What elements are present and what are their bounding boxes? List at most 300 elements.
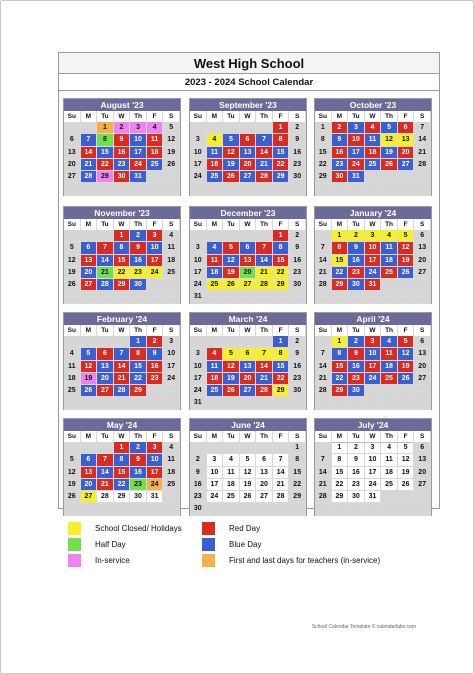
weekday-label: Tu: [97, 431, 114, 443]
day-cell: 25: [207, 171, 224, 183]
day-cell: 16: [289, 255, 306, 267]
empty-cell: [130, 503, 147, 515]
day-cell: 4: [381, 336, 398, 348]
empty-cell: [240, 336, 257, 348]
day-cell: 16: [348, 255, 365, 267]
empty-cell: [97, 183, 114, 195]
day-cell: 15: [315, 147, 332, 159]
empty-cell: [207, 336, 224, 348]
day-cell: 26: [223, 279, 240, 291]
day-cell: 16: [289, 361, 306, 373]
day-cell: 21: [256, 373, 273, 385]
day-cell: 1: [332, 230, 349, 242]
day-cell: 29: [332, 385, 349, 397]
day-cell: 31: [190, 291, 207, 303]
empty-cell: [273, 397, 290, 409]
weekday-label: M: [81, 219, 98, 231]
day-cell: 15: [273, 361, 290, 373]
month-11: [314, 418, 432, 516]
month-5: [314, 206, 432, 304]
day-cell: 4: [163, 442, 180, 454]
day-grid: [190, 230, 306, 304]
day-cell: 18: [163, 255, 180, 267]
weekday-header: [64, 219, 180, 230]
day-cell: 13: [81, 467, 98, 479]
day-cell: 20: [64, 159, 81, 171]
day-cell: 28: [97, 279, 114, 291]
day-cell: 10: [130, 134, 147, 146]
legend-item-in-service: [68, 554, 130, 567]
weekday-label: Tu: [348, 325, 365, 337]
empty-cell: [81, 183, 98, 195]
empty-cell: [207, 230, 224, 242]
day-cell: 4: [64, 348, 81, 360]
day-cell: 29: [273, 171, 290, 183]
empty-cell: [414, 291, 431, 303]
day-cell: 6: [240, 242, 257, 254]
day-cell: 10: [207, 467, 224, 479]
empty-cell: [289, 503, 306, 515]
empty-cell: [398, 397, 415, 409]
day-cell: 28: [315, 385, 332, 397]
weekday-label: S: [289, 431, 306, 443]
empty-cell: [97, 291, 114, 303]
day-cell: 28: [273, 491, 290, 503]
day-cell: 24: [147, 479, 164, 491]
day-cell: 23: [114, 159, 131, 171]
day-cell: 24: [365, 479, 382, 491]
day-cell: 6: [240, 134, 257, 146]
day-cell: 16: [147, 361, 164, 373]
empty-cell: [190, 442, 207, 454]
weekday-label: M: [81, 325, 98, 337]
empty-cell: [223, 230, 240, 242]
day-cell: 18: [223, 479, 240, 491]
day-cell: 2: [130, 230, 147, 242]
day-cell: 21: [315, 267, 332, 279]
day-cell: 17: [348, 147, 365, 159]
empty-cell: [414, 385, 431, 397]
day-cell: 8: [332, 242, 349, 254]
day-grid: [315, 230, 431, 304]
day-cell: 22: [273, 373, 290, 385]
day-cell: 16: [289, 147, 306, 159]
day-cell: 19: [223, 373, 240, 385]
day-cell: 30: [289, 171, 306, 183]
day-cell: 18: [381, 255, 398, 267]
empty-cell: [163, 491, 180, 503]
legend-item-red-day: [202, 522, 260, 535]
empty-cell: [365, 503, 382, 515]
weekday-label: Th: [381, 325, 398, 337]
empty-cell: [81, 397, 98, 409]
day-cell: 3: [190, 134, 207, 146]
day-cell: 30: [348, 279, 365, 291]
day-cell: 14: [273, 467, 290, 479]
day-cell: 14: [81, 147, 98, 159]
day-cell: 17: [147, 255, 164, 267]
day-cell: 31: [365, 279, 382, 291]
weekday-label: M: [207, 325, 224, 337]
empty-cell: [190, 336, 207, 348]
day-cell: 9: [130, 454, 147, 466]
day-cell: 20: [398, 147, 415, 159]
day-cell: 24: [190, 385, 207, 397]
day-grid: [315, 336, 431, 410]
day-cell: 3: [190, 242, 207, 254]
day-cell: 11: [381, 454, 398, 466]
day-cell: 31: [348, 171, 365, 183]
day-cell: 23: [289, 159, 306, 171]
day-cell: 26: [163, 159, 180, 171]
day-cell: 17: [365, 467, 382, 479]
empty-cell: [398, 291, 415, 303]
empty-cell: [147, 503, 164, 515]
day-cell: 25: [64, 385, 81, 397]
empty-cell: [147, 171, 164, 183]
weekday-label: W: [240, 325, 257, 337]
empty-cell: [240, 122, 257, 134]
empty-cell: [256, 442, 273, 454]
legend-item-blue-day: [202, 538, 261, 551]
empty-cell: [315, 183, 332, 195]
day-cell: 10: [348, 134, 365, 146]
empty-cell: [398, 491, 415, 503]
day-cell: 18: [381, 361, 398, 373]
empty-cell: [207, 397, 224, 409]
day-cell: 25: [147, 159, 164, 171]
empty-cell: [147, 279, 164, 291]
day-grid: [64, 336, 180, 410]
empty-cell: [207, 291, 224, 303]
empty-cell: [64, 183, 81, 195]
day-cell: 11: [365, 134, 382, 146]
day-cell: 17: [147, 467, 164, 479]
legend-swatch-green: [68, 538, 81, 551]
day-cell: 2: [130, 442, 147, 454]
day-cell: 21: [414, 147, 431, 159]
weekday-label: Su: [190, 325, 207, 337]
day-cell: 14: [256, 255, 273, 267]
day-cell: 9: [348, 454, 365, 466]
empty-cell: [64, 503, 81, 515]
empty-cell: [273, 442, 290, 454]
day-cell: 30: [114, 171, 131, 183]
month-8: [314, 312, 432, 410]
day-cell: 22: [289, 479, 306, 491]
day-cell: 25: [207, 385, 224, 397]
day-cell: 21: [114, 373, 131, 385]
weekday-label: W: [240, 219, 257, 231]
day-cell: 8: [114, 242, 131, 254]
empty-cell: [315, 503, 332, 515]
empty-cell: [163, 291, 180, 303]
empty-cell: [365, 291, 382, 303]
weekday-header: [190, 219, 306, 230]
empty-cell: [114, 336, 131, 348]
day-cell: 29: [114, 491, 131, 503]
day-cell: 3: [190, 348, 207, 360]
day-cell: 6: [240, 348, 257, 360]
day-cell: 19: [64, 479, 81, 491]
legend: [58, 518, 440, 578]
day-cell: 22: [315, 159, 332, 171]
day-cell: 10: [163, 348, 180, 360]
weekday-label: W: [365, 325, 382, 337]
day-cell: 12: [223, 147, 240, 159]
day-cell: 25: [381, 267, 398, 279]
day-cell: 29: [332, 491, 349, 503]
weekday-header: [315, 111, 431, 122]
day-cell: 24: [130, 159, 147, 171]
weekday-label: Tu: [348, 431, 365, 443]
day-cell: 3: [365, 336, 382, 348]
day-cell: 28: [256, 279, 273, 291]
month-header: June '24: [190, 419, 306, 431]
day-cell: 11: [207, 147, 224, 159]
day-cell: 6: [414, 336, 431, 348]
weekday-label: W: [114, 431, 131, 443]
empty-cell: [289, 183, 306, 195]
weekday-label: Th: [130, 111, 147, 123]
day-cell: 7: [256, 348, 273, 360]
day-cell: 4: [207, 242, 224, 254]
month-header: January '24: [315, 207, 431, 219]
day-cell: 3: [365, 230, 382, 242]
day-cell: 24: [163, 373, 180, 385]
day-cell: 19: [64, 267, 81, 279]
day-cell: 17: [130, 147, 147, 159]
day-cell: 27: [414, 479, 431, 491]
day-cell: 9: [130, 242, 147, 254]
empty-cell: [315, 442, 332, 454]
weekday-label: S: [163, 431, 180, 443]
empty-cell: [398, 503, 415, 515]
empty-cell: [64, 397, 81, 409]
weekday-label: S: [289, 111, 306, 123]
day-cell: 19: [398, 255, 415, 267]
day-cell: 26: [381, 159, 398, 171]
empty-cell: [414, 171, 431, 183]
month-header: December '23: [190, 207, 306, 219]
weekday-header: [64, 325, 180, 336]
empty-cell: [240, 442, 257, 454]
weekday-label: Su: [64, 325, 81, 337]
weekday-label: Th: [256, 325, 273, 337]
day-cell: 22: [97, 159, 114, 171]
day-cell: 5: [240, 454, 257, 466]
empty-cell: [289, 291, 306, 303]
weekday-label: Su: [190, 431, 207, 443]
day-cell: 18: [207, 267, 224, 279]
empty-cell: [130, 183, 147, 195]
day-cell: 9: [348, 242, 365, 254]
empty-cell: [381, 503, 398, 515]
day-cell: 2: [348, 336, 365, 348]
empty-cell: [81, 122, 98, 134]
day-cell: 3: [207, 454, 224, 466]
empty-cell: [240, 503, 257, 515]
day-cell: 23: [130, 479, 147, 491]
day-cell: 9: [114, 134, 131, 146]
day-cell: 26: [223, 171, 240, 183]
legend-item-teacher-days: [202, 554, 380, 567]
day-cell: 14: [97, 467, 114, 479]
day-cell: 19: [240, 479, 257, 491]
month-6: [63, 312, 181, 410]
day-cell: 29: [114, 279, 131, 291]
weekday-label: S: [163, 219, 180, 231]
day-cell: 20: [240, 267, 257, 279]
day-cell: 27: [240, 385, 257, 397]
weekday-label: Th: [381, 219, 398, 231]
empty-cell: [240, 397, 257, 409]
day-cell: 25: [207, 279, 224, 291]
weekday-label: S: [289, 219, 306, 231]
footer-credit: School Calendar Template © calendarlabs.com: [311, 624, 416, 630]
day-cell: 25: [381, 373, 398, 385]
weekday-label: W: [240, 431, 257, 443]
day-cell: 15: [130, 361, 147, 373]
month-header: April '24: [315, 313, 431, 325]
day-cell: 22: [332, 267, 349, 279]
weekday-label: Tu: [97, 219, 114, 231]
day-cell: 5: [64, 242, 81, 254]
weekday-header: [190, 431, 306, 442]
day-cell: 18: [381, 467, 398, 479]
day-cell: 24: [190, 279, 207, 291]
empty-cell: [289, 397, 306, 409]
weekday-label: Th: [256, 219, 273, 231]
empty-cell: [315, 397, 332, 409]
empty-cell: [365, 385, 382, 397]
day-cell: 5: [381, 122, 398, 134]
empty-cell: [64, 230, 81, 242]
day-cell: 12: [64, 467, 81, 479]
day-cell: 12: [223, 255, 240, 267]
month-header: November '23: [64, 207, 180, 219]
day-cell: 18: [207, 159, 224, 171]
day-cell: 30: [289, 279, 306, 291]
day-cell: 5: [398, 442, 415, 454]
legend-label: Red Day: [229, 524, 261, 533]
day-cell: 27: [414, 373, 431, 385]
day-cell: 31: [365, 491, 382, 503]
day-cell: 11: [147, 134, 164, 146]
empty-cell: [273, 503, 290, 515]
empty-cell: [163, 397, 180, 409]
day-cell: 11: [207, 255, 224, 267]
day-cell: 9: [332, 134, 349, 146]
day-cell: 27: [81, 491, 98, 503]
weekday-label: F: [147, 431, 164, 443]
day-cell: 24: [207, 491, 224, 503]
day-cell: 18: [64, 373, 81, 385]
day-cell: 23: [348, 267, 365, 279]
day-cell: 6: [414, 442, 431, 454]
month-7: [189, 312, 307, 410]
day-cell: 13: [414, 454, 431, 466]
day-cell: 13: [398, 134, 415, 146]
month-4: [189, 206, 307, 304]
weekday-label: M: [207, 219, 224, 231]
empty-cell: [207, 122, 224, 134]
day-cell: 14: [256, 147, 273, 159]
day-cell: 27: [97, 385, 114, 397]
empty-cell: [381, 183, 398, 195]
empty-cell: [240, 183, 257, 195]
day-cell: 5: [223, 134, 240, 146]
day-cell: 28: [114, 385, 131, 397]
weekday-label: Th: [130, 219, 147, 231]
weekday-label: M: [207, 111, 224, 123]
empty-cell: [64, 442, 81, 454]
day-cell: 7: [97, 454, 114, 466]
day-cell: 25: [381, 479, 398, 491]
weekday-label: Su: [315, 111, 332, 123]
day-cell: 23: [289, 373, 306, 385]
empty-cell: [97, 442, 114, 454]
day-cell: 1: [114, 442, 131, 454]
month-0: [63, 98, 181, 196]
weekday-label: F: [147, 111, 164, 123]
day-cell: 1: [332, 336, 349, 348]
weekday-label: W: [365, 219, 382, 231]
legend-label: School Closed/ Holidays: [95, 524, 182, 533]
day-cell: 15: [332, 361, 349, 373]
empty-cell: [207, 442, 224, 454]
empty-cell: [223, 442, 240, 454]
empty-cell: [381, 397, 398, 409]
empty-cell: [256, 122, 273, 134]
day-cell: 11: [163, 242, 180, 254]
day-cell: 12: [398, 348, 415, 360]
day-cell: 9: [289, 242, 306, 254]
day-cell: 21: [256, 159, 273, 171]
day-cell: 23: [348, 479, 365, 491]
day-cell: 30: [348, 491, 365, 503]
day-cell: 4: [207, 134, 224, 146]
day-cell: 11: [381, 242, 398, 254]
day-cell: 5: [64, 454, 81, 466]
day-cell: 5: [163, 122, 180, 134]
legend-swatch-blue: [202, 538, 215, 551]
day-cell: 7: [256, 134, 273, 146]
day-cell: 29: [97, 171, 114, 183]
day-cell: 13: [64, 147, 81, 159]
empty-cell: [223, 503, 240, 515]
day-cell: 12: [223, 361, 240, 373]
day-cell: 30: [332, 171, 349, 183]
month-header: August '23: [64, 99, 180, 111]
day-cell: 22: [273, 159, 290, 171]
day-cell: 30: [130, 279, 147, 291]
day-cell: 15: [273, 255, 290, 267]
day-cell: 11: [223, 467, 240, 479]
day-cell: 26: [64, 279, 81, 291]
day-cell: 8: [130, 348, 147, 360]
day-cell: 9: [289, 134, 306, 146]
day-cell: 1: [97, 122, 114, 134]
day-cell: 17: [190, 159, 207, 171]
day-cell: 16: [332, 147, 349, 159]
day-cell: 13: [240, 147, 257, 159]
day-cell: 11: [64, 361, 81, 373]
empty-cell: [332, 397, 349, 409]
legend-item-half-day: [68, 538, 126, 551]
empty-cell: [81, 503, 98, 515]
day-cell: 20: [414, 255, 431, 267]
